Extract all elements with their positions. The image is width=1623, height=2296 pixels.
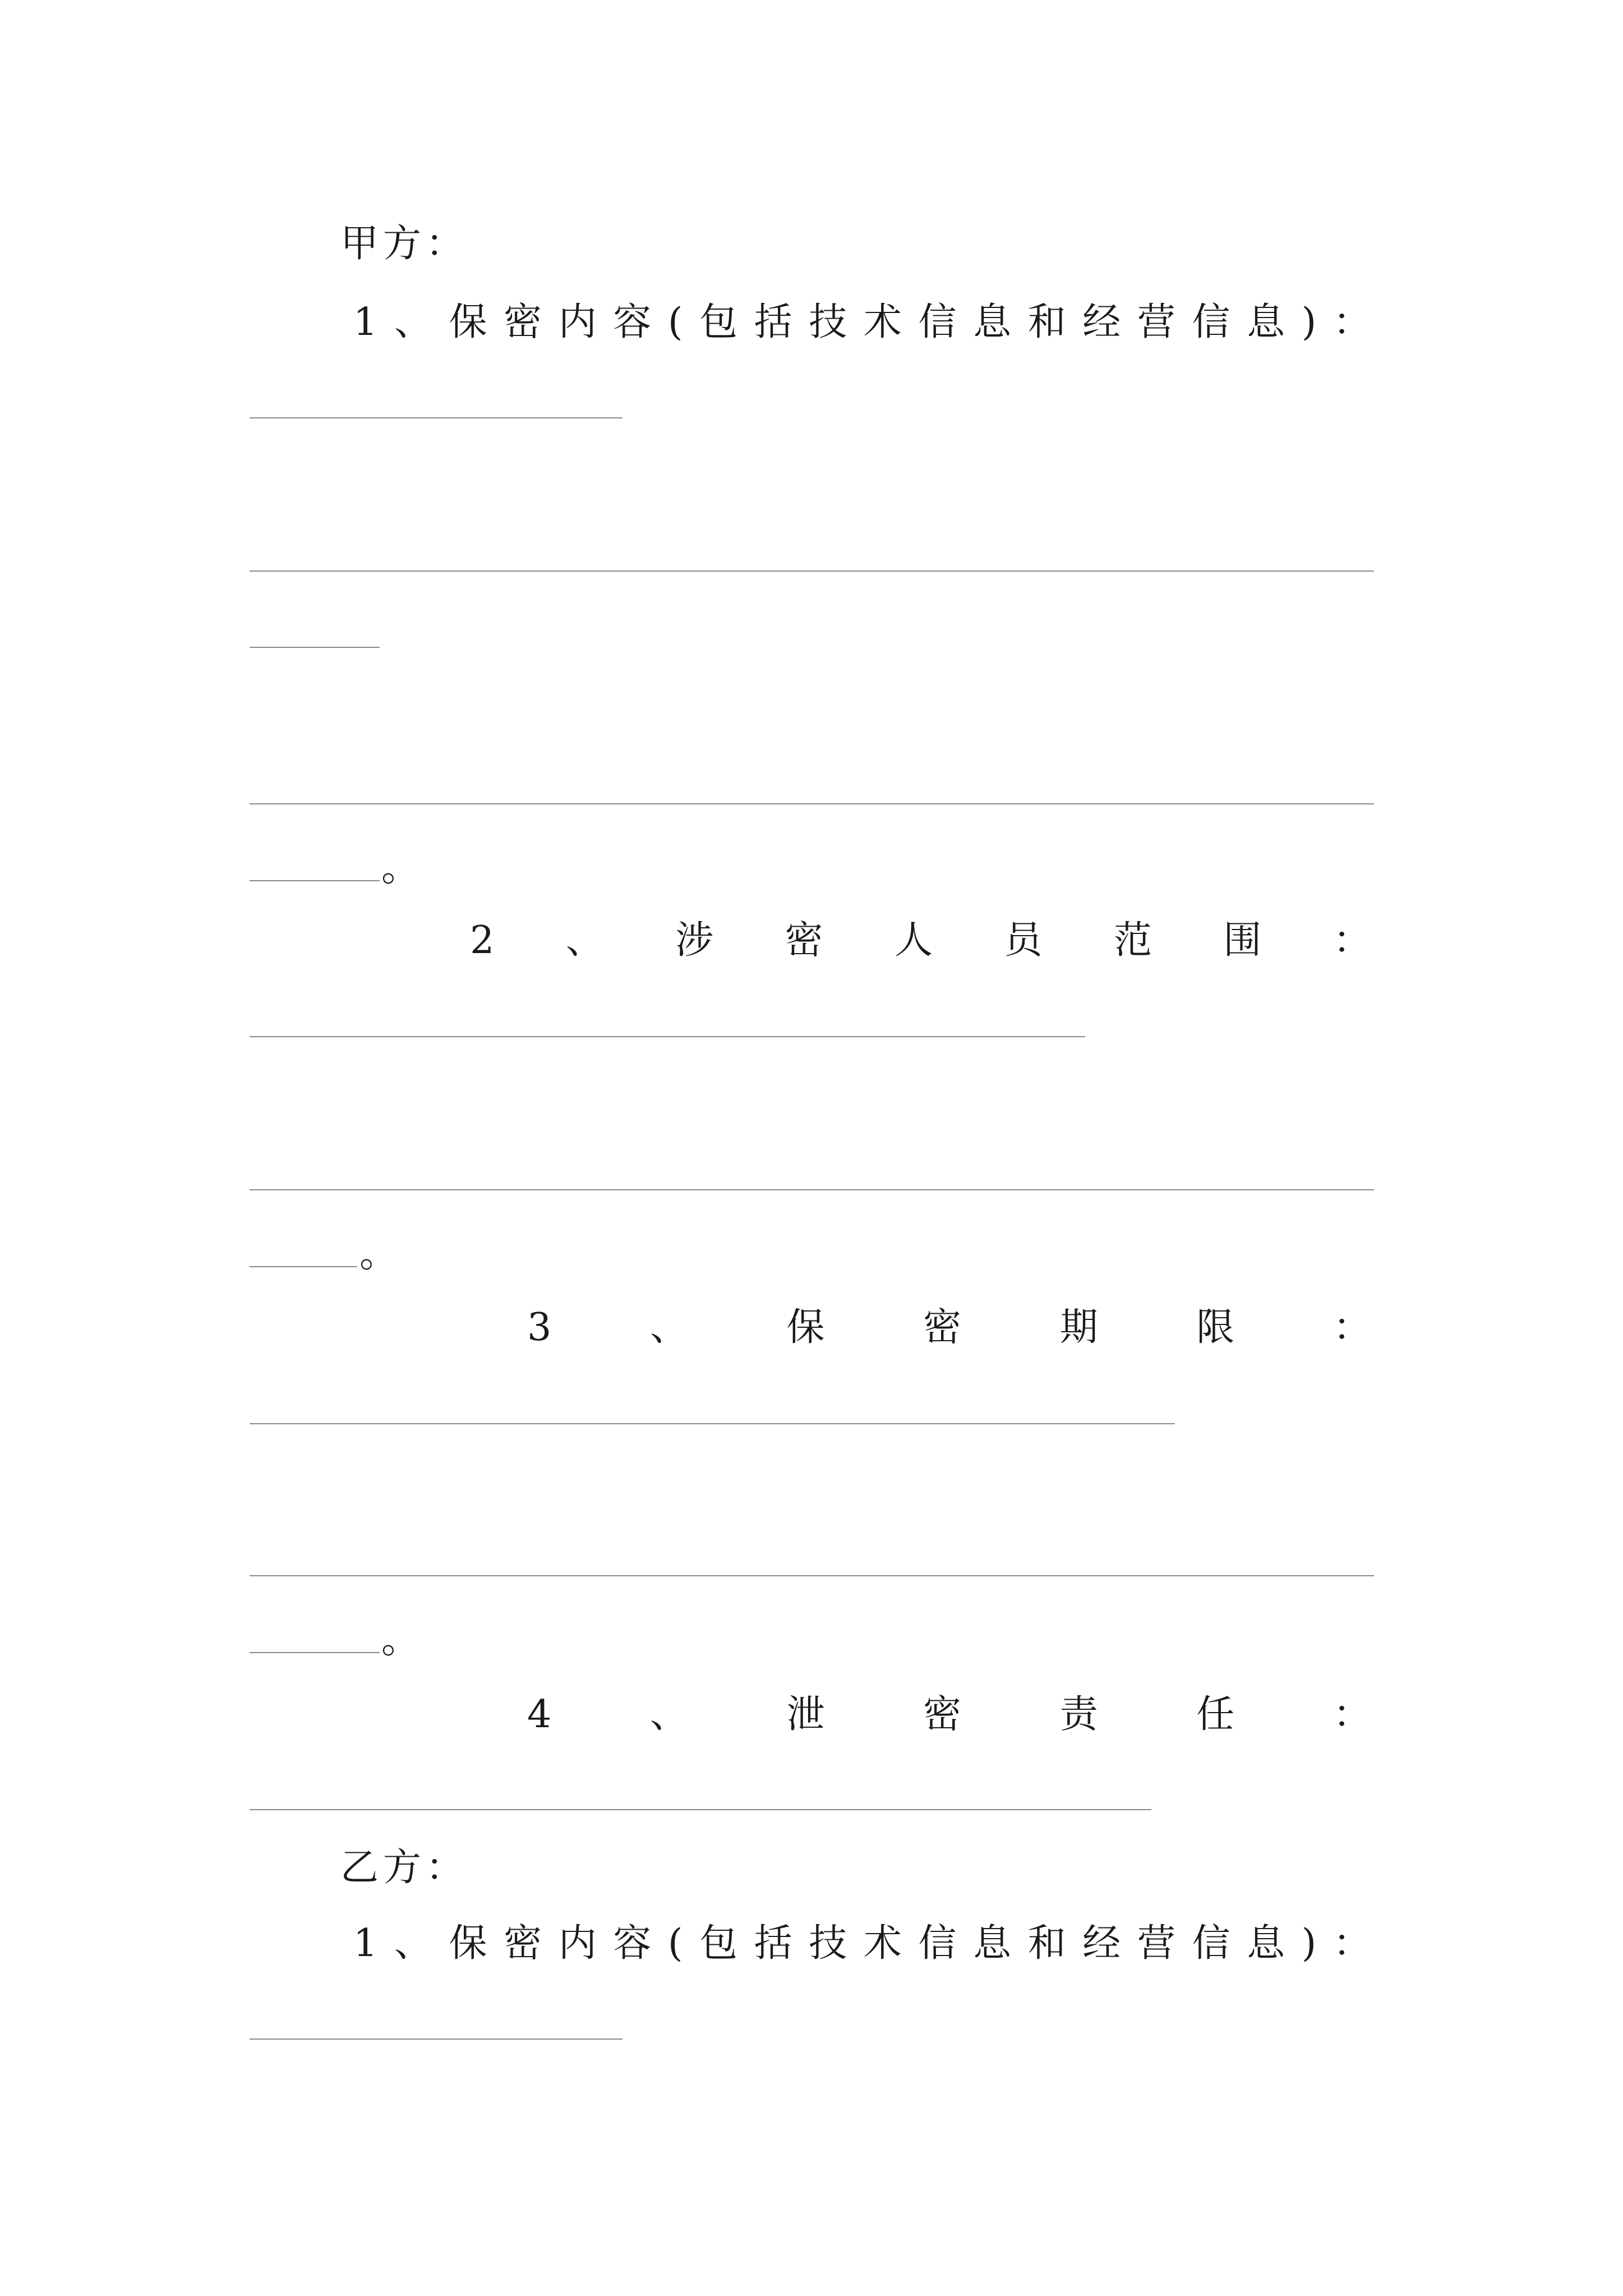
heading-char: 括 bbox=[754, 300, 792, 344]
heading-char: 密 bbox=[504, 1921, 542, 1966]
heading-char: 和 bbox=[1027, 1921, 1066, 1966]
heading-char: 责 bbox=[1059, 1692, 1098, 1737]
heading-char: ) bbox=[1301, 300, 1317, 344]
heading-char: 1 bbox=[353, 300, 378, 344]
blank-line bbox=[250, 1652, 380, 1653]
heading-char: 范 bbox=[1113, 918, 1152, 963]
heading-char: 任 bbox=[1196, 1692, 1235, 1737]
heading-char: ( bbox=[667, 300, 683, 344]
heading-char: 围 bbox=[1223, 918, 1262, 963]
heading-char: 期 bbox=[1059, 1305, 1098, 1350]
heading-char: ) bbox=[1301, 1921, 1317, 1966]
end-period: 。 bbox=[381, 1618, 420, 1662]
heading-char: 密 bbox=[504, 300, 542, 344]
heading-char: 保 bbox=[786, 1305, 825, 1350]
blank-line bbox=[250, 1809, 1151, 1810]
heading-char: ： bbox=[1332, 300, 1371, 344]
heading-char: 术 bbox=[863, 300, 902, 344]
heading-char: 信 bbox=[918, 300, 957, 344]
heading-char: 1 bbox=[353, 1921, 378, 1966]
blank-line bbox=[250, 1266, 357, 1267]
heading-char: 息 bbox=[973, 300, 1012, 344]
heading-char: 技 bbox=[809, 300, 847, 344]
heading-char: 包 bbox=[699, 1921, 738, 1966]
heading-char: ： bbox=[1332, 1692, 1371, 1737]
party-b-item-1-heading bbox=[353, 1921, 1371, 1966]
heading-char: 密 bbox=[785, 918, 823, 963]
heading-char: 息 bbox=[973, 1921, 1012, 1966]
heading-char: 保 bbox=[449, 1921, 487, 1966]
heading-char: 经 bbox=[1082, 1921, 1121, 1966]
blank-line bbox=[250, 880, 380, 881]
heading-char: 包 bbox=[699, 300, 738, 344]
heading-char: 括 bbox=[754, 1921, 792, 1966]
heading-char: 、 bbox=[649, 1305, 688, 1350]
blank-line bbox=[250, 1423, 1175, 1424]
heading-char: 、 bbox=[565, 918, 604, 963]
heading-char: 术 bbox=[863, 1921, 902, 1966]
party-a-item-1-heading bbox=[353, 300, 1371, 345]
heading-char: ( bbox=[667, 1921, 683, 1966]
heading-char: 内 bbox=[558, 300, 597, 344]
heading-char: 息 bbox=[1247, 1921, 1285, 1966]
heading-char: 密 bbox=[923, 1305, 962, 1350]
heading-char: 信 bbox=[1192, 1921, 1230, 1966]
end-period: 。 bbox=[381, 846, 420, 890]
heading-char: 、 bbox=[394, 300, 432, 344]
heading-char: 、 bbox=[394, 1921, 432, 1966]
heading-char: ： bbox=[1332, 918, 1371, 963]
blank-line bbox=[250, 417, 623, 418]
blank-line bbox=[250, 647, 380, 648]
heading-char: 经 bbox=[1082, 300, 1121, 344]
heading-char: 、 bbox=[649, 1692, 688, 1737]
heading-char: 限 bbox=[1196, 1305, 1235, 1350]
blank-line bbox=[250, 570, 1374, 572]
party-a-label: 甲方： bbox=[340, 222, 469, 266]
heading-char: 4 bbox=[527, 1692, 552, 1737]
heading-char: ： bbox=[1332, 1921, 1371, 1966]
party-a-item-2-heading bbox=[470, 918, 1371, 963]
heading-char: 营 bbox=[1137, 300, 1175, 344]
heading-char: 密 bbox=[923, 1692, 962, 1737]
blank-line bbox=[250, 1036, 1085, 1037]
heading-char: 内 bbox=[558, 1921, 597, 1966]
heading-char: 息 bbox=[1247, 300, 1285, 344]
heading-char: 保 bbox=[449, 300, 487, 344]
blank-line bbox=[250, 1575, 1374, 1576]
heading-char: 人 bbox=[895, 918, 933, 963]
party-b-label: 乙方： bbox=[340, 1846, 469, 1890]
party-a-item-3-heading bbox=[527, 1305, 1371, 1350]
end-period: 。 bbox=[359, 1232, 398, 1276]
blank-line bbox=[250, 2039, 623, 2040]
heading-char: 和 bbox=[1027, 300, 1066, 344]
blank-line bbox=[250, 1189, 1374, 1190]
heading-char: 信 bbox=[1192, 300, 1230, 344]
heading-char: 泄 bbox=[786, 1692, 825, 1737]
heading-char: ： bbox=[1332, 1305, 1371, 1350]
heading-char: 容 bbox=[613, 300, 652, 344]
party-a-item-4-heading bbox=[527, 1692, 1371, 1737]
heading-char: 容 bbox=[613, 1921, 652, 1966]
heading-char: 2 bbox=[470, 918, 495, 963]
heading-char: 涉 bbox=[675, 918, 714, 963]
blank-line bbox=[250, 803, 1374, 804]
heading-char: 信 bbox=[918, 1921, 957, 1966]
heading-char: 员 bbox=[1004, 918, 1043, 963]
heading-char: 技 bbox=[809, 1921, 847, 1966]
heading-char: 3 bbox=[527, 1305, 552, 1350]
heading-char: 营 bbox=[1137, 1921, 1175, 1966]
